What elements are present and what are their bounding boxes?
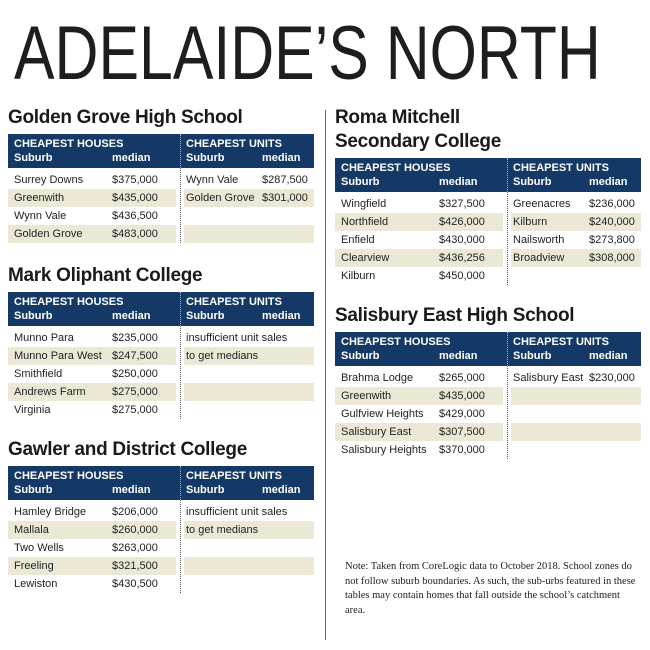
house-suburb: Munno Para (14, 332, 74, 344)
dotted-divider (507, 332, 508, 366)
row-background (184, 557, 314, 575)
school-section (8, 264, 314, 419)
table-row (8, 557, 314, 575)
units-heading: CHEAPEST UNITS (513, 336, 609, 348)
house-suburb: Hamley Bridge (14, 506, 87, 518)
suburb-column-header: Suburb (186, 484, 225, 496)
suburb-column-header: Suburb (14, 310, 53, 322)
row-background (511, 387, 641, 405)
table-row (335, 441, 641, 459)
house-suburb: Enfield (341, 234, 375, 246)
median-column-header: median (439, 176, 478, 188)
house-median: $307,500 (439, 426, 485, 438)
table-header (8, 466, 314, 500)
houses-heading: CHEAPEST HOUSES (341, 162, 451, 174)
row-background (184, 365, 314, 383)
unit-suburb: Wynn Vale (186, 174, 239, 186)
house-suburb: Clearview (341, 252, 390, 264)
row-background (184, 225, 314, 243)
table-row (335, 195, 641, 213)
house-median: $450,000 (439, 270, 485, 282)
suburb-column-header: Suburb (513, 176, 552, 188)
unit-suburb: Broadview (513, 252, 565, 264)
units-heading: CHEAPEST UNITS (186, 296, 282, 308)
unit-median: $273,800 (589, 234, 635, 246)
median-column-header: median (589, 350, 628, 362)
house-median: $436,500 (112, 210, 158, 222)
house-median: $435,000 (112, 192, 158, 204)
units-note: to get medians (186, 350, 259, 362)
table-header (335, 332, 641, 366)
suburb-column-header: Suburb (341, 176, 380, 188)
dotted-divider (180, 500, 181, 593)
school-section (8, 438, 314, 593)
table-header (335, 158, 641, 192)
dotted-divider (507, 192, 508, 285)
row-background (184, 575, 314, 593)
house-median: $247,500 (112, 350, 158, 362)
unit-median: $308,000 (589, 252, 635, 264)
table-row (8, 207, 314, 225)
house-suburb: Munno Para West (14, 350, 102, 362)
house-suburb: Kilburn (341, 270, 376, 282)
house-median: $375,000 (112, 174, 158, 186)
dotted-divider (180, 292, 181, 326)
unit-median: $236,000 (589, 198, 635, 210)
table-row (8, 171, 314, 189)
house-median: $436,256 (439, 252, 485, 264)
dotted-divider (507, 366, 508, 459)
table-row (8, 383, 314, 401)
house-suburb: Northfield (341, 216, 389, 228)
page-title: ADELAIDE’S NORTH (14, 11, 601, 96)
row-background (184, 383, 314, 401)
table-row (8, 189, 314, 207)
suburb-column-header: Suburb (14, 484, 53, 496)
suburb-column-header: Suburb (513, 350, 552, 362)
house-median: $429,000 (439, 408, 485, 420)
school-title: Golden Grove High School (8, 107, 243, 128)
table-row (8, 521, 314, 539)
table-body (335, 192, 641, 285)
house-median: $275,000 (112, 404, 158, 416)
unit-suburb: Greenacres (513, 198, 571, 210)
house-suburb: Wynn Vale (14, 210, 67, 222)
house-suburb: Golden Grove (14, 228, 83, 240)
table-body (8, 326, 314, 419)
units-note: insufficient unit sales (186, 332, 288, 344)
house-suburb: Virginia (14, 404, 51, 416)
units-heading: CHEAPEST UNITS (186, 470, 282, 482)
house-suburb: Two Wells (14, 542, 64, 554)
house-suburb: Salisbury Heights (341, 444, 427, 456)
row-background (511, 423, 641, 441)
footnote: Note: Taken from CoreLogic data to October 2018. School zones do not follow suburb boundaries. As such, the sub-urbs featured in these tables may contain homes that fall outside the school’s catchment area. (345, 561, 636, 616)
median-column-header: median (112, 484, 151, 496)
row-background (184, 401, 314, 419)
dotted-divider (180, 466, 181, 500)
units-note: insufficient unit sales (186, 506, 288, 518)
dotted-divider (507, 158, 508, 192)
column-divider (325, 110, 326, 640)
unit-median: $240,000 (589, 216, 635, 228)
dotted-divider (180, 134, 181, 168)
unit-median: $230,000 (589, 372, 635, 384)
house-suburb: Gulfview Heights (341, 408, 424, 420)
house-median: $430,000 (439, 234, 485, 246)
table-header (8, 134, 314, 168)
house-median: $260,000 (112, 524, 158, 536)
suburb-column-header: Suburb (186, 152, 225, 164)
table-row (335, 423, 641, 441)
house-median: $426,000 (439, 216, 485, 228)
median-column-header: median (262, 152, 301, 164)
table-body (8, 168, 314, 243)
table-row (335, 369, 641, 387)
house-median: $321,500 (112, 560, 158, 572)
unit-suburb: Golden Grove (186, 192, 255, 204)
house-suburb: Wingfield (341, 198, 387, 210)
median-column-header: median (589, 176, 628, 188)
row-background (511, 267, 641, 285)
unit-median: $301,000 (262, 192, 308, 204)
houses-heading: CHEAPEST HOUSES (341, 336, 451, 348)
table-row (8, 225, 314, 243)
row-background (184, 539, 314, 557)
table-row (335, 231, 641, 249)
median-column-header: median (112, 310, 151, 322)
table-row (335, 267, 641, 285)
table-row (335, 405, 641, 423)
house-median: $206,000 (112, 506, 158, 518)
table-header (8, 292, 314, 326)
suburb-column-header: Suburb (14, 152, 53, 164)
table-row (8, 575, 314, 593)
units-note: to get medians (186, 524, 259, 536)
house-suburb: Salisbury East (341, 426, 412, 438)
house-median: $435,000 (439, 390, 485, 402)
house-suburb: Greenwith (14, 192, 65, 204)
school-section (8, 106, 314, 243)
house-suburb: Greenwith (341, 390, 392, 402)
houses-heading: CHEAPEST HOUSES (14, 296, 124, 308)
table-row (335, 387, 641, 405)
row-background (511, 405, 641, 423)
row-background (184, 207, 314, 225)
table-row (335, 249, 641, 267)
house-median: $430,500 (112, 578, 158, 590)
school-title: Salisbury East High School (335, 305, 575, 326)
unit-median: $287,500 (262, 174, 308, 186)
house-suburb: Surrey Downs (14, 174, 84, 186)
table-row (335, 213, 641, 231)
school-title: Roma Mitchell Secondary College (335, 107, 501, 152)
units-heading: CHEAPEST UNITS (186, 138, 282, 150)
unit-suburb: Kilburn (513, 216, 548, 228)
house-suburb: Andrews Farm (14, 386, 86, 398)
units-heading: CHEAPEST UNITS (513, 162, 609, 174)
table-body (335, 366, 641, 459)
dotted-divider (180, 168, 181, 243)
house-median: $483,000 (112, 228, 158, 240)
house-median: $235,000 (112, 332, 158, 344)
house-median: $265,000 (439, 372, 485, 384)
house-median: $275,000 (112, 386, 158, 398)
median-column-header: median (262, 310, 301, 322)
suburb-column-header: Suburb (186, 310, 225, 322)
school-section (335, 106, 641, 285)
house-suburb: Freeling (14, 560, 54, 572)
table-body (8, 500, 314, 593)
table-row (8, 539, 314, 557)
median-column-header: median (112, 152, 151, 164)
house-median: $263,000 (112, 542, 158, 554)
houses-heading: CHEAPEST HOUSES (14, 470, 124, 482)
median-column-header: median (439, 350, 478, 362)
house-median: $370,000 (439, 444, 485, 456)
house-suburb: Lewiston (14, 578, 58, 590)
median-column-header: median (262, 484, 301, 496)
school-section (335, 304, 641, 459)
table-row (8, 503, 314, 521)
table-row (8, 401, 314, 419)
unit-suburb: Salisbury East (513, 372, 584, 384)
dotted-divider (180, 326, 181, 419)
suburb-column-header: Suburb (341, 350, 380, 362)
table-row (8, 347, 314, 365)
house-median: $327,500 (439, 198, 485, 210)
house-suburb: Mallala (14, 524, 49, 536)
table-row (8, 365, 314, 383)
unit-suburb: Nailsworth (513, 234, 565, 246)
school-title: Mark Oliphant College (8, 265, 203, 286)
row-background (511, 441, 641, 459)
school-title: Gawler and District College (8, 439, 247, 460)
house-suburb: Smithfield (14, 368, 63, 380)
table-row (8, 329, 314, 347)
house-suburb: Brahma Lodge (341, 372, 414, 384)
houses-heading: CHEAPEST HOUSES (14, 138, 124, 150)
house-median: $250,000 (112, 368, 158, 380)
